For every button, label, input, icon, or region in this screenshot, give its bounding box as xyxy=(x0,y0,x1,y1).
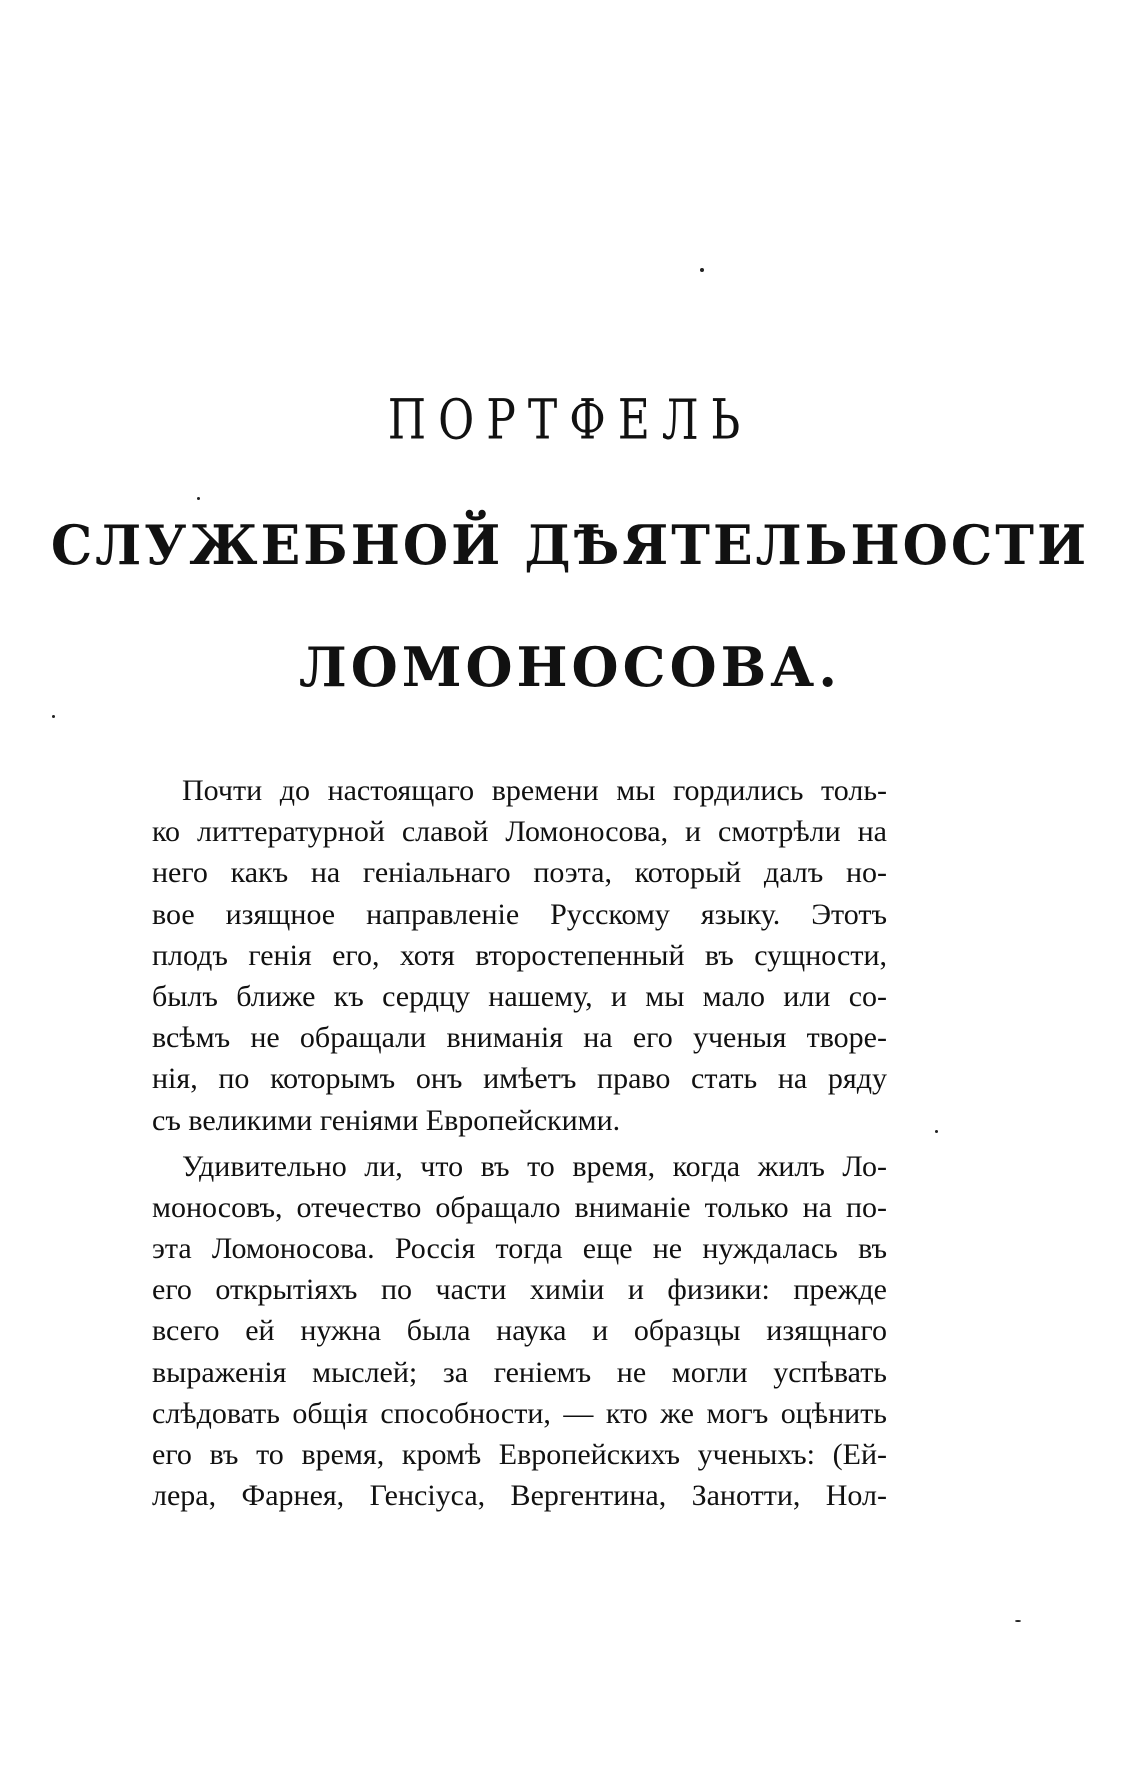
text-line: выраженія мыслей; за геніемъ не могли успѣвать xyxy=(152,1355,887,1389)
text-line: былъ ближе къ сердцу нашему, и мы мало или со- xyxy=(152,979,887,1013)
text-line: вое изящное направленіе Русскому языку. Этотъ xyxy=(152,897,887,931)
text-line: Удивительно ли, что въ то время, когда жилъ Ло- xyxy=(182,1149,887,1183)
text-line: его въ то время, кромѣ Европейскихъ ученыхъ: (Ей- xyxy=(152,1438,887,1471)
body-text xyxy=(152,770,887,1516)
paragraph-1 xyxy=(152,770,887,1141)
text-line: съ великими геніями Европейскими. xyxy=(152,1103,621,1137)
text-line: эта Ломоносова. Россія тогда еще не нуждалась въ xyxy=(152,1232,887,1266)
title-portfolio: ПОРТФЕЛЬ xyxy=(387,388,753,453)
text-line: нія, по которымъ онъ имѣетъ право стать на ряду xyxy=(152,1062,887,1096)
text-line: ко литтературной славой Ломоносова, и смотрѣли на xyxy=(152,815,887,849)
text-line: плодъ генія его, хотя второстепенный въ сущности, xyxy=(152,938,887,972)
paragraph-2 xyxy=(152,1146,887,1517)
text-line: его открытіяхъ по части химіи и физики: прежде xyxy=(152,1273,887,1307)
title-lomonosov: ЛОМОНОСОВА. xyxy=(298,635,842,699)
text-line: моносовъ, отечество обращало вниманіе только на по- xyxy=(152,1190,887,1224)
scan-speck xyxy=(700,268,704,272)
text-line: Почти до настоящаго времени мы гордились толь- xyxy=(182,774,887,807)
text-line: лера, Фарнея, Генсіуса, Вергентина, Занотти, Нол- xyxy=(152,1479,887,1513)
title-service-activity: СЛУЖЕБНОЙ ДѢЯТЕЛЬНОСТИ xyxy=(50,513,1090,578)
scan-speck xyxy=(52,715,55,718)
text-line: всего ей нужна была наука и образцы изящнаго xyxy=(152,1314,887,1348)
text-line: слѣдовать общія способности, — кто же могъ оцѣнить xyxy=(152,1396,887,1430)
scan-speck xyxy=(197,497,200,500)
text-line: него какъ на геніальнаго поэта, который далъ но- xyxy=(152,856,887,890)
text-line: всѣмъ не обращали вниманія на его ученыя творе- xyxy=(152,1021,887,1055)
scan-speck xyxy=(935,1130,938,1133)
scan-speck xyxy=(1015,1620,1021,1622)
